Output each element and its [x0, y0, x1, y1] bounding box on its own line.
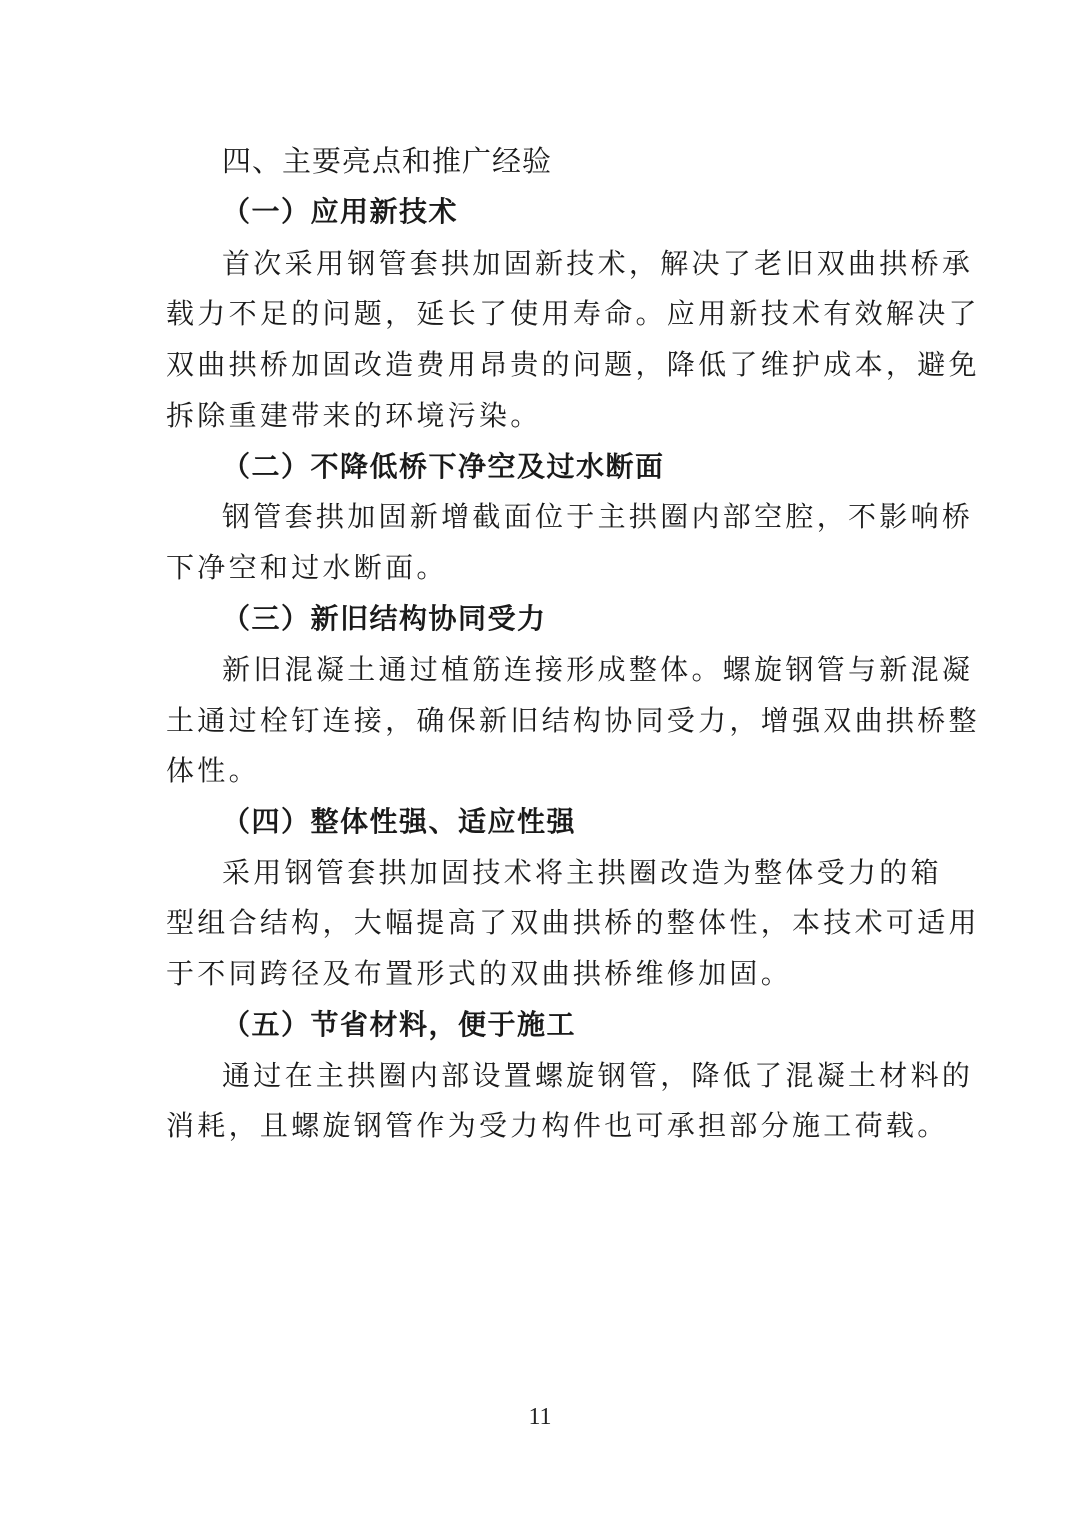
- paragraph-line: 双曲拱桥加固改造费用昂贵的问题，降低了维护成本，避免: [166, 348, 980, 381]
- paragraph-line: 型组合结构，大幅提高了双曲拱桥的整体性，本技术可适用: [166, 906, 980, 939]
- subsection-heading-5: （五）节省材料，便于施工: [222, 1008, 577, 1041]
- section-title: 四、主要亮点和推广经验: [222, 144, 553, 178]
- paragraph-line: 钢管套拱加固新增截面位于主拱圈内部空腔，不影响桥: [222, 500, 974, 533]
- page-number: 11: [528, 1404, 552, 1430]
- paragraph-line: 首次采用钢管套拱加固新技术，解决了老旧双曲拱桥承: [222, 247, 974, 280]
- paragraph-line: 下净空和过水断面。: [166, 551, 448, 584]
- paragraph-line: 新旧混凝土通过植筋连接形成整体。螺旋钢管与新混凝: [222, 653, 974, 686]
- subsection-heading-3: （三）新旧结构协同受力: [222, 602, 547, 635]
- paragraph-line: 通过在主拱圈内部设置螺旋钢管，降低了混凝土材料的: [222, 1059, 974, 1092]
- paragraph-line: 采用钢管套拱加固技术将主拱圈改造为整体受力的箱: [222, 856, 942, 889]
- paragraph-line: 体性。: [166, 754, 260, 787]
- paragraph-line: 于不同跨径及布置形式的双曲拱桥维修加固。: [166, 957, 793, 990]
- paragraph-line: 拆除重建带来的环境污染。: [166, 399, 542, 432]
- paragraph-line: 土通过栓钉连接，确保新旧结构协同受力，增强双曲拱桥整: [166, 704, 980, 737]
- paragraph-line: 载力不足的问题，延长了使用寿命。应用新技术有效解决了: [166, 297, 980, 330]
- subsection-heading-2: （二）不降低桥下净空及过水断面: [222, 450, 665, 483]
- subsection-heading-4: （四）整体性强、适应性强: [222, 805, 577, 838]
- paragraph-line: 消耗，且螺旋钢管作为受力构件也可承担部分施工荷载。: [166, 1109, 949, 1142]
- subsection-heading-1: （一）应用新技术: [222, 195, 459, 228]
